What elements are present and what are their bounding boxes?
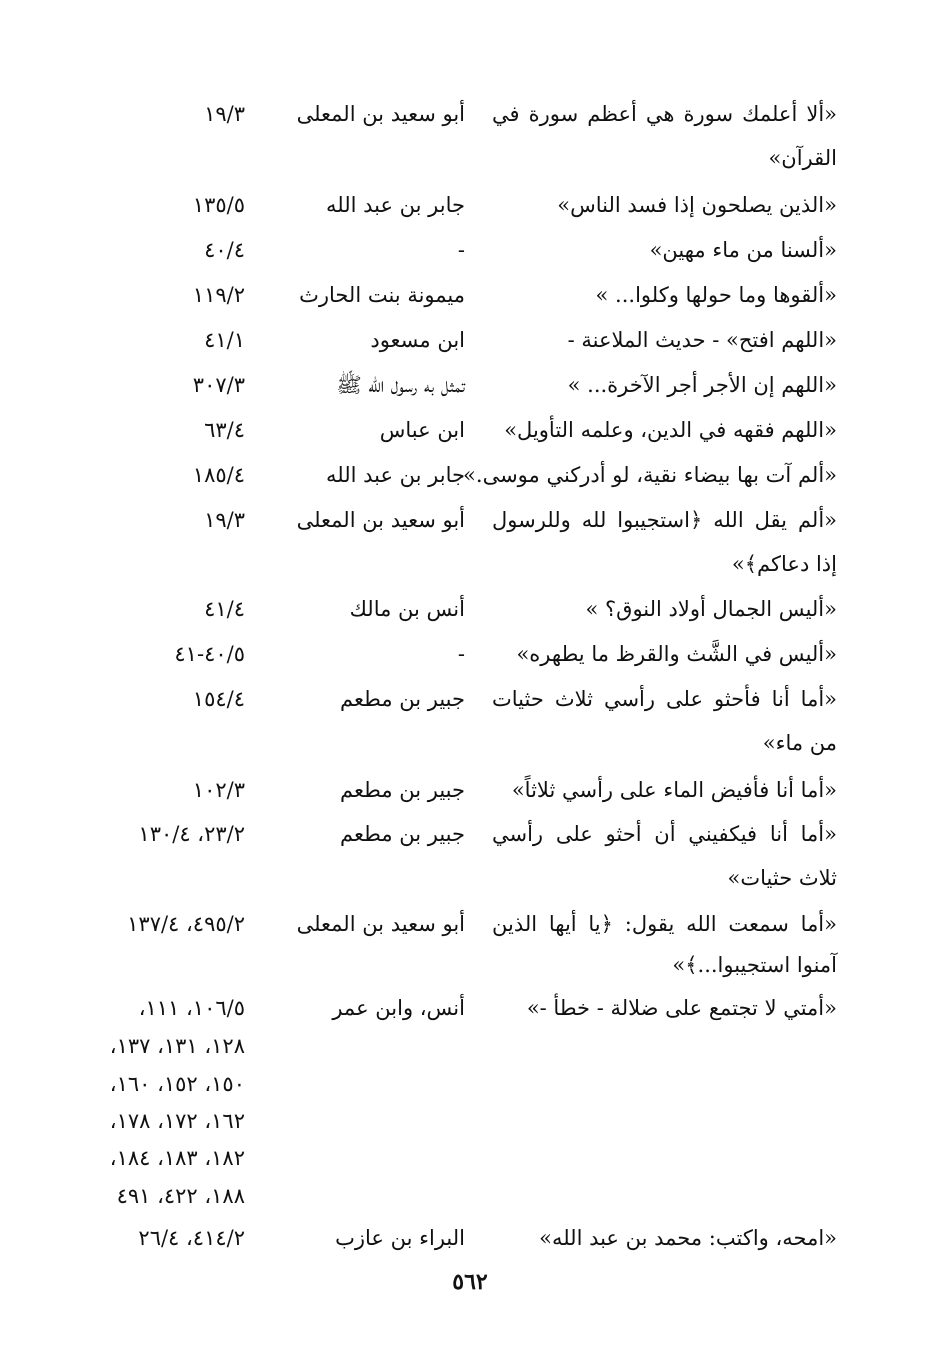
hadith-text: «ألم آت بها بيضاء نقية، لو أدركني موسى.» (463, 463, 837, 487)
hadith-text: ثلاث حثيات» (727, 866, 837, 890)
volume-page-reference: ١٩/٣ (204, 508, 245, 532)
index-row (0, 228, 940, 272)
narrator-name: تمثل به رسول الله ﷺ (336, 373, 465, 397)
hadith-text: آمنوا استجيبوا...﴾» (672, 953, 837, 977)
index-row (0, 498, 940, 542)
index-row (0, 902, 940, 946)
index-row (0, 812, 940, 856)
volume-page-reference: ١٨٨، ٤٢٢، ٤٩١ (116, 1184, 245, 1208)
index-row (0, 632, 940, 676)
volume-page-reference: ٤١/٤ (204, 597, 245, 621)
narrator-name: أنس بن مالك (349, 597, 465, 621)
narrator-name: أبو سعيد بن المعلى (296, 102, 465, 126)
index-row-continuation (0, 136, 940, 180)
hadith-text: «ألا أعلمك سورة هي أعظم سورة في (492, 102, 837, 126)
hadith-text: «الذين يصلحون إذا فسد الناس» (557, 193, 837, 217)
narrator-name: - (457, 238, 465, 262)
hadith-text: القرآن» (768, 146, 837, 170)
narrator-name: جابر بن عبد الله (325, 463, 465, 487)
narrator-name: ابن عباس (379, 418, 465, 442)
index-row (0, 587, 940, 631)
hadith-text: «أما أنا فيكفيني أن أحثو على رأسي (492, 822, 837, 846)
narrator-name: جبير بن مطعم (339, 687, 465, 711)
index-row (0, 318, 940, 362)
narrator-name: جابر بن عبد الله (325, 193, 465, 217)
index-row-continuation (0, 542, 940, 586)
index-row-continuation (0, 1174, 940, 1218)
volume-page-reference: ١٩/٣ (204, 102, 245, 126)
index-row (0, 273, 940, 317)
hadith-text: «أليس في الشَّث والقرظ ما يطهره» (516, 642, 837, 666)
hadith-text: «اللهم فقهه في الدين، وعلمه التأويل» (504, 418, 837, 442)
index-row-continuation (0, 721, 940, 765)
hadith-text: «أما أنا فأفيض الماء على رأسي ثلاثاً» (511, 778, 837, 802)
narrator-name: ميمونة بنت الحارث (299, 283, 465, 307)
volume-page-reference: ١٥٠، ١٥٢، ١٦٠، (109, 1072, 245, 1096)
page-number: ٥٦٢ (452, 1269, 488, 1295)
volume-page-reference: ١٠٢/٣ (192, 778, 245, 802)
volume-page-reference: ١٢٨، ١٣١، ١٣٧، (109, 1034, 245, 1058)
narrator-name: - (457, 642, 465, 666)
index-row (0, 92, 940, 136)
narrator-name: أبو سعيد بن المعلى (296, 912, 465, 936)
volume-page-reference: ٤٠/٤ (204, 238, 245, 262)
hadith-text: «أمتي لا تجتمع على ضلالة - خطأ -» (526, 996, 837, 1020)
volume-page-reference: ٤٠/٥-٤١ (174, 642, 245, 666)
narrator-name: البراء بن عازب (335, 1226, 465, 1250)
volume-page-reference: ١٠٦/٥، ١١١، (138, 996, 245, 1020)
volume-page-reference: ١٨٥/٤ (192, 463, 245, 487)
hadith-text: «أما أنا فأحثو على رأسي ثلاث حثيات (492, 687, 837, 711)
narrator-name: جبير بن مطعم (339, 822, 465, 846)
index-row-continuation (0, 943, 940, 987)
volume-page-reference: ٣٠٧/٣ (192, 373, 245, 397)
volume-page-reference: ٦٣/٤ (204, 418, 245, 442)
volume-page-reference: ١٣٥/٥ (192, 193, 245, 217)
hadith-text: «ألقوها وما حولها وكلوا... » (595, 283, 837, 307)
volume-page-reference: ٤٩٥/٢، ١٣٧/٤ (127, 912, 245, 936)
hadith-text: «أليس الجمال أولاد النوق؟ » (585, 597, 837, 621)
index-row (0, 183, 940, 227)
volume-page-reference: ١٨٢، ١٨٣، ١٨٤، (109, 1146, 245, 1170)
index-row (0, 453, 940, 497)
index-row (0, 677, 940, 721)
volume-page-reference: ١٦٢، ١٧٢، ١٧٨، (109, 1109, 245, 1133)
volume-page-reference: ٤١/١ (204, 328, 245, 352)
hadith-text: «ألسنا من ماء مهين» (649, 238, 837, 262)
narrator-name: ابن مسعود (370, 328, 465, 352)
hadith-text: «اللهم افتح» - حديث الملاعنة - (567, 328, 837, 352)
narrator-name: أبو سعيد بن المعلى (296, 508, 465, 532)
narrator-name: أنس، وابن عمر (332, 996, 465, 1020)
hadith-text: «ألم يقل الله ﴿استجيبوا لله وللرسول (492, 508, 837, 532)
volume-page-reference: ٢٣/٢، ١٣٠/٤ (138, 822, 245, 846)
volume-page-reference: ١٥٤/٤ (192, 687, 245, 711)
hadith-text: «اللهم إن الأجر أجر الآخرة... » (567, 373, 837, 397)
volume-page-reference: ٤١٤/٢، ٢٦/٤ (138, 1226, 245, 1250)
hadith-text: من ماء» (762, 731, 837, 755)
hadith-text: «أما سمعت الله يقول: ﴿يا أيها الذين (492, 912, 837, 936)
volume-page-reference: ١١٩/٢ (192, 283, 245, 307)
hadith-text: إذا دعاكم﴾» (731, 552, 837, 576)
index-row (0, 363, 940, 407)
index-row (0, 768, 940, 812)
index-row (0, 1216, 940, 1260)
hadith-text: «امحه، واكتب: محمد بن عبد الله» (539, 1226, 837, 1250)
index-row (0, 408, 940, 452)
narrator-name: جبير بن مطعم (339, 778, 465, 802)
index-row-continuation (0, 856, 940, 900)
